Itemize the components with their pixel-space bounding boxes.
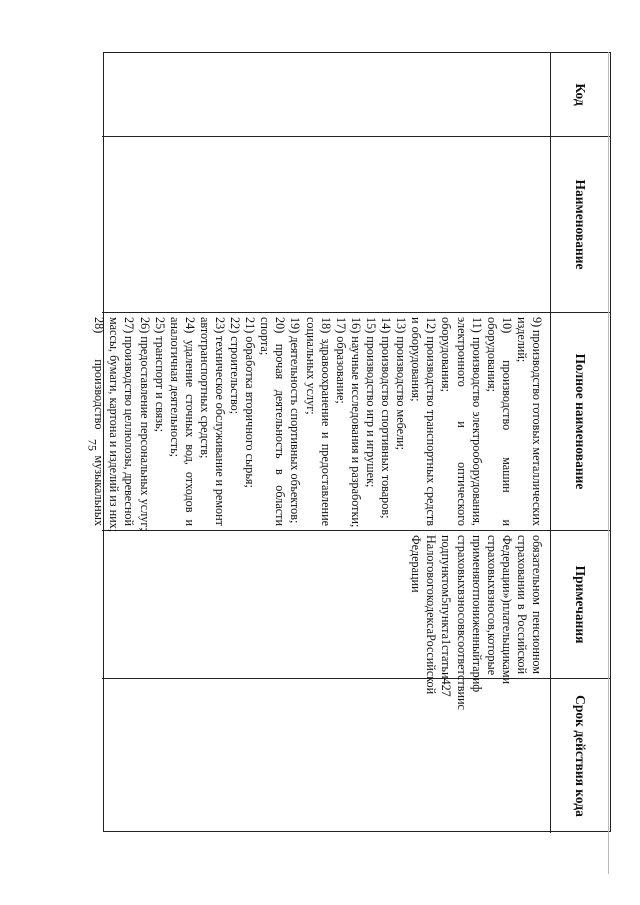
notes-line-word: страховых <box>454 535 469 590</box>
notes-line-word: обязательном <box>530 535 544 605</box>
full-name-line: 25) транспорт и связь; <box>152 317 167 433</box>
full-name-line <box>469 317 484 526</box>
notes-line <box>453 535 469 710</box>
notes-line-word: 5 <box>439 597 454 604</box>
notes-line-word: 427 <box>439 678 454 697</box>
full-name-line <box>182 317 197 526</box>
full-name-line-word: и <box>454 421 469 428</box>
full-name-line <box>272 317 287 526</box>
full-name-line-word: 27) <box>122 317 137 334</box>
full-name-line-word: здравоохранение <box>318 338 333 427</box>
full-name-line-word: целлюлозы, <box>122 408 137 470</box>
full-name-line-word: металлических <box>530 447 544 526</box>
full-name-line: 14) производство спортивных товаров; <box>379 317 394 519</box>
full-name-line-word: музыкальных <box>92 455 107 526</box>
notes-line-word: страховых <box>484 535 499 590</box>
full-name-line-word: оптического <box>454 462 469 526</box>
full-name-line-word: 18) <box>318 317 333 334</box>
notes-line <box>514 535 529 674</box>
cell-name <box>102 137 550 313</box>
notes-line-word: Федерации») <box>499 535 514 603</box>
full-name-line: 15) производство игр и игрушек; <box>363 317 378 488</box>
full-name-line <box>121 317 136 526</box>
notes-line-word: Российской <box>514 613 529 674</box>
full-name-line: 17) образование; <box>333 317 348 404</box>
full-name-line: оборудования; <box>484 317 499 392</box>
cell-code <box>102 53 550 137</box>
notes-line <box>469 535 484 693</box>
full-name-line-word: прочая <box>273 343 288 380</box>
full-name-line <box>91 317 106 526</box>
full-name-line: 22) строительство; <box>228 317 243 415</box>
notes-line-word: взносов, <box>484 589 499 633</box>
full-name-line: и оборудования; <box>409 317 424 402</box>
notes-line-word: с <box>454 704 469 710</box>
header-full-name: Полное наименование <box>550 313 610 531</box>
full-name-line-word: техническое <box>213 336 228 400</box>
cell-notes <box>102 531 550 710</box>
full-name-line-word: 12) <box>424 317 439 334</box>
full-name-line <box>499 317 514 526</box>
full-name-line-word: электрооборудования, <box>469 411 484 526</box>
notes-line-word: в <box>514 603 529 610</box>
full-name-line-word: и <box>318 431 333 439</box>
full-name-line-word: 11) <box>469 317 484 333</box>
full-name-line-word: области <box>273 485 288 526</box>
full-name-line-word: и <box>213 479 228 487</box>
full-name-line-word: удаление <box>182 340 197 388</box>
notes-line <box>484 535 499 674</box>
notes-line-word: в <box>454 629 469 636</box>
header-notes: Примечания <box>550 531 610 679</box>
full-name-line-word: сточных <box>182 394 197 438</box>
full-name-line-word: 10) <box>499 317 514 334</box>
full-name-line-word: и <box>182 519 197 526</box>
page-number: 75 <box>85 439 100 451</box>
full-name-line: спорта; <box>258 317 273 356</box>
full-name-line: 19) деятельность спортивных объектов; <box>288 317 303 524</box>
full-name-line <box>212 317 227 526</box>
full-name-line-word: обслуживание <box>213 402 228 477</box>
full-name-line: массы, бумаги, картона и изделий из них; <box>107 317 122 533</box>
full-name-line-word: производство <box>530 329 544 401</box>
full-name-line-word: вод, <box>182 444 197 465</box>
full-name-line-word: 20) <box>273 317 288 334</box>
full-name-line-word: и <box>499 519 514 526</box>
notes-line-word: соответствии <box>454 635 469 705</box>
header-name: Наименование <box>550 137 610 313</box>
full-name-line-word: производство <box>499 360 514 431</box>
notes-line-word: статьи <box>439 645 454 679</box>
full-name-line: 16) научные исследования и разработки; <box>348 317 363 528</box>
full-name-line: 26) предоставление персональных услуг; <box>137 317 152 531</box>
full-name-line: автотранспортных средств; <box>197 317 212 459</box>
notes-line-word: кодекса <box>424 594 439 635</box>
cell-validity <box>102 679 550 833</box>
full-name-line-word: средств <box>424 486 439 526</box>
notes-line <box>438 535 454 697</box>
notes-line-word: Налогового <box>424 535 439 595</box>
notes-line-word: плательщиками <box>499 602 514 685</box>
notes-line <box>499 535 514 685</box>
full-name-line-word: древесной <box>122 472 137 526</box>
full-name-line: изделий; <box>514 317 529 363</box>
full-name-line <box>423 317 438 526</box>
notes-line-word: которые <box>484 632 499 676</box>
page-edge-rule <box>608 52 609 874</box>
notes-line <box>423 535 439 695</box>
notes-line: Федерации <box>409 535 424 593</box>
full-name-line-word: отходов <box>182 471 197 513</box>
full-name-line-word: в <box>273 469 288 475</box>
notes-line-word: пониженный <box>469 593 484 661</box>
full-name-line: оборудования; <box>439 317 454 392</box>
full-name-line-word: производство <box>122 335 137 407</box>
header-validity: Срок действия кода <box>550 679 610 833</box>
notes-line-word: пенсионном <box>530 610 544 674</box>
notes-line-word: подпунктом <box>439 535 454 598</box>
notes-line-word: 1 <box>439 639 454 646</box>
notes-line <box>529 535 544 674</box>
full-name-line-word: деятельность <box>273 389 288 459</box>
full-name-line-word: ремонт <box>213 488 228 526</box>
notes-line-word: страховании <box>514 535 529 600</box>
full-name-line-word: готовых <box>530 402 544 445</box>
full-name-line <box>318 317 333 526</box>
full-name-line-word: производство <box>92 359 107 430</box>
notes-line-word: пункта <box>439 603 454 639</box>
full-name-line-word: 23) <box>213 317 228 334</box>
notes-line-word: взносов <box>454 589 469 630</box>
full-name-line <box>529 317 544 526</box>
full-name-line: аналогичная деятельность; <box>167 317 182 458</box>
notes-line-word: тариф <box>469 660 484 693</box>
full-name-line-word: производство <box>469 337 484 408</box>
header-code: Код <box>550 53 610 137</box>
full-name-line-word: производство <box>424 336 439 407</box>
full-name-line-word: транспортных <box>424 409 439 484</box>
full-name-line: 21) обработка вторичного сырья; <box>243 317 258 488</box>
full-name-line: 13) производство мебели; <box>394 317 409 451</box>
full-name-line-word: 9) <box>530 317 544 328</box>
full-name-line-word: 28) <box>92 317 107 334</box>
full-name-line-word: предоставление <box>318 443 333 526</box>
full-name-line-word: электронного <box>454 317 469 387</box>
notes-line-word: Российской <box>424 634 439 695</box>
full-name-line-word: 24) <box>182 317 197 334</box>
full-name-line: социальных услуг; <box>303 317 318 415</box>
full-name-line-word: машин <box>499 457 514 493</box>
full-name-line <box>453 317 468 526</box>
notes-line-word: применяют <box>469 535 484 594</box>
